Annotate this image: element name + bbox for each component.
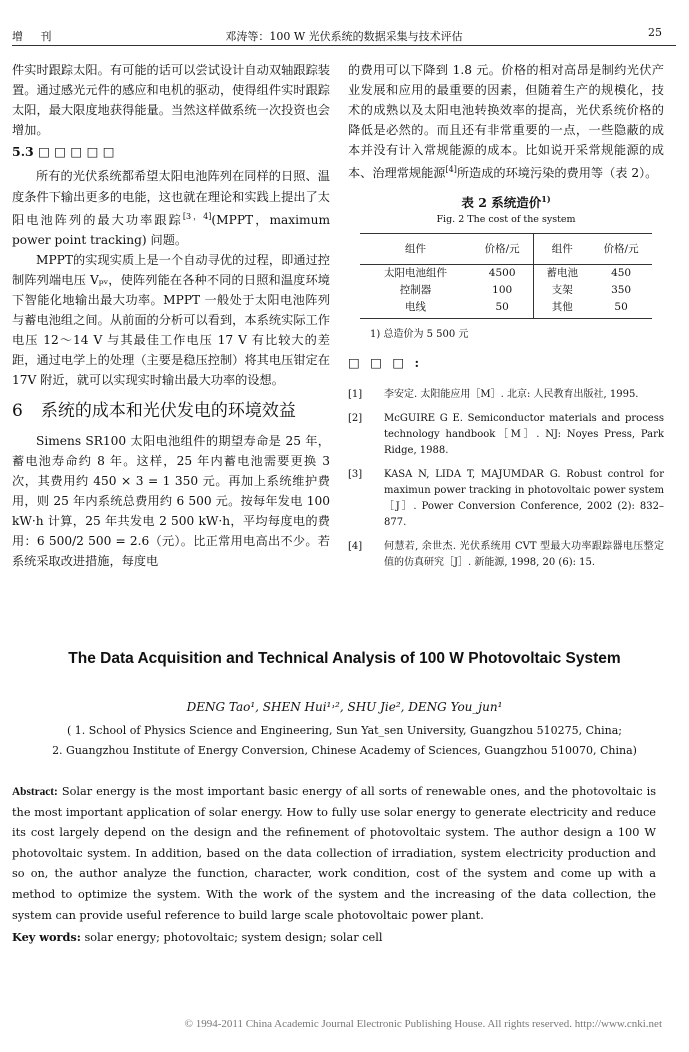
reference-number: [3]: [348, 469, 363, 481]
right-column: [348, 60, 664, 579]
table-row: [360, 299, 652, 319]
english-affiliation-1: ( 1. School of Physics Science and Engineering, Sun Yat_sen University, Guangzhou 510275, China;: [66, 724, 622, 737]
table-cell: 太阳电池组件: [384, 266, 448, 279]
table-caption-text: 表 2 系统造价: [461, 194, 542, 210]
header-left: 增 刊: [12, 30, 59, 43]
references-list: [348, 387, 664, 571]
english-affiliation-2: 2. Guangzhou Institute of Energy Conversion, Chinese Academy of Sciences, Guangzhou 510070, China): [52, 744, 637, 757]
table-cell: 450: [611, 266, 632, 279]
reference-item: [348, 467, 664, 531]
paragraph-5-main: 的费用可以下降到 1.8 元。价格的相对高昂是制约光伏产业发展和应用的最重要的因素，但随着生产的规模化，技术的成熟以及太阳电池转换效率的提高，光伏系统价格的降低是必然的。而且还有非常重要的一点，一些隐蔽的成本并没有计入常规能源的成本。比如说开采常规能源的成本、治理常规能源: [348, 63, 664, 181]
section-6-title: 系统的成本和光伏发电的环境效益: [40, 400, 296, 421]
english-authors: DENG Tao¹, SHEN Hui¹˒², SHU Jie², DENG You_jun¹: [186, 700, 503, 714]
table-header-cell: 价格/元: [471, 233, 534, 264]
table-cell: 100: [471, 282, 534, 299]
table-cell: 50: [471, 299, 534, 319]
paragraph-2-tail: (MPPT，maximum power point tracking) 问题。: [12, 212, 330, 247]
table-caption: [348, 189, 664, 213]
paragraph-2: [12, 166, 330, 249]
table-cell: 350: [611, 283, 632, 296]
table-cell: 控制器: [399, 283, 432, 296]
table-cell: 电线: [360, 299, 471, 319]
reference-number: [1]: [348, 389, 363, 401]
table-caption-english: Fig. 2 The cost of the system: [436, 213, 576, 225]
english-keywords: [12, 930, 656, 944]
section-6-heading: [12, 401, 330, 421]
table-row: [360, 282, 652, 299]
left-column: [12, 60, 330, 571]
reference-text: 李安定. 太阳能应用［M］. 北京: 人民教育出版社, 1995.: [384, 389, 639, 401]
table-header-row: [360, 233, 652, 264]
table-note: 1) 总造价为 5 500 元: [370, 328, 469, 340]
citation-3-4: [3，4]: [182, 211, 212, 221]
copyright-footer: © 1994-2011 China Academic Journal Electronic Publishing House. All rights reserved. http://www.cnki.net: [184, 1018, 662, 1030]
abstract-label: Abstract:: [12, 786, 58, 798]
table-cell: 4500: [471, 264, 534, 282]
reference-text: KASA N, LIDA T, MAJUMDAR G. Robust control for maximun power tracking in photovoltaic power system［J］. Power Conversion Conference, 2002 (2): 832–877.: [384, 469, 664, 529]
reference-text: 何慧若, 余世杰. 光伏系统用 CVT 型最大功率跟踪器电压整定值的仿真研究［J］. 新能源, 1998, 20 (6): 15.: [384, 541, 664, 569]
table-header-cell: 组件: [360, 233, 471, 264]
references-heading: □ □ □ :: [348, 355, 423, 371]
keywords-label: Key words:: [12, 930, 81, 944]
paragraph-3: MPPT的实现实质上是一个自动寻优的过程，即通过控制阵列端电压 Vₚᵥ，使阵列能在各种不同的日照和温度环境下智能化地输出最大功率。MPPT 一般处于太阳电池阵列与蓄电池组之间。从前面的分析可以看到，本系统实际工作电压 12～14 V 与其最佳工作电压 17 V 有比较大的差距，通过电学上的处理（主要是稳压控制）将其电压钳定在17V 附近，就可以实现实时输出最大功率的设想。: [12, 252, 330, 388]
reference-text: McGUIRE G E. Semiconductor materials and process technology handbook［M］. NJ: Noyes Press, Park Ridge, 1988.: [384, 413, 664, 457]
running-header: [12, 22, 676, 44]
table-cell: 蓄电池: [546, 266, 578, 279]
paragraph-5-tail: 所造成的环境污染的费用等（表 2）。: [456, 166, 658, 181]
cost-table: [360, 233, 652, 319]
keywords-text: solar energy; photovoltaic; system design; solar cell: [84, 931, 383, 944]
reference-item: [348, 411, 664, 459]
table-cell: 支架: [551, 283, 573, 296]
reference-item: [348, 387, 664, 403]
table-cell: 其他: [534, 299, 590, 319]
reference-number: [4]: [348, 541, 363, 553]
english-abstract: [12, 782, 656, 926]
paragraph-4: Simens SR100 太阳电池组件的期望寿命是 25 年，蓄电池寿命约 8 年。这样，25 年内蓄电池需要更换 3 次，其费用约 450 × 3 = 1 350 元。再加上系统维护费用，则 25 年内系统总费用约 6 500 元。按每年发电 100 kW·h 计算，25 年共发电 2 500 kW·h，平均每度电的费用：6 500/2 500 = 2.6（元）。比正常用电高出不少。若系统采取改进措施，每度电: [12, 433, 330, 569]
section-5-3-heading: 5.3 □ □ □ □ □: [12, 144, 115, 160]
page-number: 25: [648, 26, 662, 39]
table-header-cell: 组件: [534, 233, 590, 264]
header-title: 邓涛等：100 W 光伏系统的数据采集与技术评估: [225, 30, 463, 43]
reference-number: [2]: [348, 413, 363, 425]
paragraph-1: 件实时跟踪太阳。有可能的话可以尝试设计自动双轴跟踪装置。通过感光元件的感应和电机的驱动，使得组件实时跟踪太阳，最大限度地获得能量。当然这样做系统一次投资也会增加。: [12, 63, 330, 138]
abstract-text: Solar energy is the most important basic energy of all sorts of renewable ones, and the photovoltaic is the most important application of solar energy. How to fully use solar energy to generate electricity and reduce its cost largely depend on the design and the refinement of photovoltaic system. The author design a 100 W photovoltaic system. In addition, based on the data collection of irradiation, system electricity production and so on, the author analyze the function, character, work condition, cost of the system and come up with a method to optimize the system. With the work of the system and the increasing of the data collection, the system can provide useful reference to build large scale photovoltaic power plant.: [12, 785, 657, 922]
table-row: [360, 264, 652, 282]
english-title: The Data Acquisition and Technical Analysis of 100 W Photovoltaic System: [68, 650, 621, 667]
table-caption-note-mark: 1): [541, 193, 551, 204]
citation-4: [4]: [445, 165, 457, 175]
paragraph-5: [348, 60, 664, 184]
header-rule: [12, 45, 676, 46]
table-cell: 50: [590, 299, 652, 319]
section-6-number: 6: [12, 400, 23, 421]
table-header-cell: 价格/元: [590, 233, 652, 264]
paragraph-2-main: 所有的光伏系统都希望太阳电池阵列在同样的日照、温度条件下输出更多的电能，这也就在理论和实践上提出了太阳电池阵列的最大功率跟踪: [12, 169, 330, 227]
reference-item: [348, 539, 664, 571]
